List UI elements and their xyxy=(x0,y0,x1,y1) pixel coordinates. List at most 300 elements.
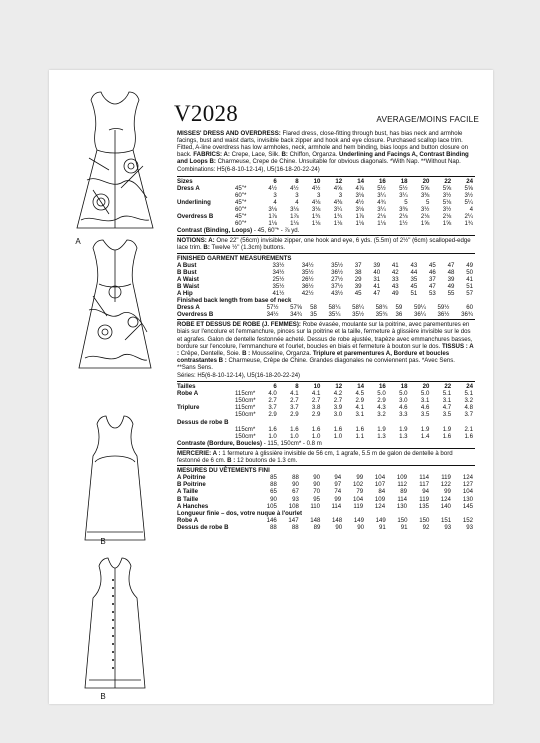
fabric-width: 60"* xyxy=(235,220,247,228)
value-cell: 88 xyxy=(291,523,299,531)
value-cell: 1.0 xyxy=(290,432,299,440)
value-cell: 1.9 xyxy=(399,425,408,433)
size-cell: 24 xyxy=(466,383,473,391)
value-cell: 90 xyxy=(313,481,321,489)
value-cell: 34½ xyxy=(266,311,279,319)
value-cell: 122 xyxy=(440,481,451,489)
fabrics-label: FABRICS: A: xyxy=(193,151,230,159)
size-cell: 8 xyxy=(295,177,299,185)
row-label: Robe A xyxy=(177,390,199,398)
value-cell: 109 xyxy=(396,474,408,482)
value-cell: 1.6 xyxy=(355,425,364,433)
value-cell: 5½ xyxy=(377,184,386,192)
size-cell: 20 xyxy=(422,383,430,391)
value-cell: 2.1 xyxy=(464,425,473,433)
value-cell: 35½ xyxy=(272,282,285,290)
value-cell: 104 xyxy=(374,474,386,482)
table-row xyxy=(177,496,475,503)
value-cell: 108 xyxy=(288,502,299,510)
value-cell: 27½ xyxy=(331,275,343,283)
value-cell: 149 xyxy=(353,516,364,524)
value-cell: 1.6 xyxy=(268,425,277,433)
mesures-title: MESURES DU VÊTEMENTS FINI xyxy=(177,467,270,475)
contraste-label: Contraste (Bordure, Boucles) xyxy=(177,439,262,447)
value-cell: 67 xyxy=(292,488,299,496)
value-cell: 130 xyxy=(462,495,473,503)
size-cell: 22 xyxy=(444,383,452,391)
contrast-label: Contrast (Binding, Loops) xyxy=(177,227,253,235)
value-cell: 3 xyxy=(338,191,343,199)
value-cell: 2.9 xyxy=(290,411,299,419)
underlining-text: Charmeuse, Crepe de Chine. Unsuitable for obvious diagonals. *With Nap. **Without Nap. xyxy=(217,158,461,166)
value-cell: 4⅝ xyxy=(333,184,343,192)
row-label xyxy=(177,192,235,199)
value-cell: 4.6 xyxy=(420,404,430,412)
value-cell: 3 xyxy=(317,191,321,199)
table-row xyxy=(177,524,475,531)
value-cell: 1⅞ xyxy=(268,213,277,221)
value-cell: 88 xyxy=(292,474,299,482)
value-cell: 1.9 xyxy=(377,425,386,433)
value-cell: 47 xyxy=(447,261,455,269)
value-cell: 5¼ xyxy=(464,198,473,206)
table-row xyxy=(177,474,475,481)
size-cell: 14 xyxy=(357,177,364,185)
table-row xyxy=(177,220,475,227)
value-cell: 3⅜ xyxy=(399,205,408,213)
value-cell: 49 xyxy=(466,261,473,269)
row-label: Dress A xyxy=(177,304,200,312)
value-cell: 3.0 xyxy=(333,411,343,419)
value-cell: 3½ xyxy=(442,191,452,199)
value-cell: 79 xyxy=(356,488,364,496)
value-cell: 3½ xyxy=(442,205,452,213)
value-cell: 59½ xyxy=(437,304,450,312)
size-cell: 10 xyxy=(313,177,321,185)
value-cell: 107 xyxy=(374,481,386,489)
triplure-label: Triplure et parementures A, Bordure et boucles contrastantes B : xyxy=(177,349,450,364)
value-cell: 1.9 xyxy=(442,425,452,433)
value-cell: 36¼ xyxy=(413,311,426,319)
value-cell: 2⅛ xyxy=(420,213,430,221)
metrage-table xyxy=(177,383,475,418)
value-cell: 92 xyxy=(422,523,430,531)
value-cell: 1.6 xyxy=(442,432,452,440)
sizes-label: Sizes xyxy=(177,177,193,185)
measurements-table xyxy=(177,262,475,297)
value-cell: 89 xyxy=(400,488,408,496)
value-cell: 88 xyxy=(270,523,277,531)
value-cell: 58 xyxy=(310,304,317,312)
value-cell: 3.7 xyxy=(464,411,473,419)
table-row xyxy=(177,276,475,283)
value-cell: 45 xyxy=(429,261,436,269)
value-cell: 1⅝ xyxy=(442,220,452,228)
size-cell: 22 xyxy=(444,177,452,185)
value-cell: 130 xyxy=(396,502,408,510)
value-cell: 99 xyxy=(356,474,364,482)
value-cell: 58¼ xyxy=(352,304,364,312)
value-cell: 2.9 xyxy=(311,411,321,419)
value-cell: 84 xyxy=(378,488,386,496)
fabric-width: 60"* xyxy=(235,205,247,213)
divider xyxy=(177,381,475,382)
row-label xyxy=(177,426,235,433)
value-cell: 42 xyxy=(391,268,399,276)
value-cell: 41½ xyxy=(272,289,285,297)
value-cell: 53 xyxy=(429,289,436,297)
value-cell: 4.2 xyxy=(333,390,343,398)
row-label: Dress A xyxy=(177,184,200,192)
overdress-b-front-drawing xyxy=(85,416,145,540)
longueur-table xyxy=(177,517,475,531)
value-cell: 4.1 xyxy=(355,404,364,412)
longueur-title: Longueur finie – dos, votre nuque à l'ourlet xyxy=(177,509,303,517)
mesures-table xyxy=(177,474,475,509)
table-row xyxy=(177,433,475,440)
row-label: A Taille xyxy=(177,488,198,496)
value-cell: 3¼ xyxy=(333,205,343,213)
value-cell: 2⅛ xyxy=(399,213,408,221)
value-cell: 43 xyxy=(410,261,418,269)
value-cell: 3.5 xyxy=(420,411,430,419)
table-row xyxy=(177,311,475,318)
fabric-width: 115cm* xyxy=(235,390,256,398)
value-cell: 4 xyxy=(469,205,473,213)
value-cell: 110 xyxy=(310,502,321,510)
row-label: Underlining xyxy=(177,198,211,206)
table-row xyxy=(177,185,475,192)
value-cell: 41 xyxy=(373,282,381,290)
dessus-table xyxy=(177,426,475,440)
length-title: Finished back length from base of neck xyxy=(177,297,292,305)
table-row xyxy=(177,411,475,418)
value-cell: 90 xyxy=(335,523,343,531)
french-title: ROBE ET DESSUS DE ROBE (J. FEMMES): xyxy=(177,321,301,329)
value-cell: 90 xyxy=(270,495,277,503)
value-cell: 112 xyxy=(397,481,408,489)
value-cell: 39 xyxy=(447,275,455,283)
underlining-label: Underlining and Facings A, Contrast Binding and Loops B: xyxy=(177,151,469,166)
value-cell: 4¾ xyxy=(377,198,386,206)
value-cell: 45 xyxy=(410,282,418,290)
notions-label: NOTIONS: A: xyxy=(177,237,215,245)
value-cell: 1.9 xyxy=(420,425,430,433)
table-row xyxy=(177,390,475,397)
value-cell: 74 xyxy=(334,488,342,496)
value-cell: 1¾ xyxy=(464,220,473,228)
triplure-text: Charmeuse, Crêpe de Chine. Grandes diagonales ne conviennent pas. *Avec Sens. **Sans Sens. xyxy=(177,356,455,371)
value-cell: 3⅜ xyxy=(420,191,430,199)
value-cell: 47 xyxy=(429,282,436,290)
row-label xyxy=(177,206,235,213)
combinations: Combinations: H5(6-8-10-12-14), U5(16-18-20-22-24) xyxy=(177,167,320,174)
size-cell: 10 xyxy=(313,383,321,391)
table-row xyxy=(177,192,475,199)
notions-b-text: Twelve ½" (1.3cm) buttons. xyxy=(211,244,286,252)
value-cell: 57⅝ xyxy=(290,304,303,312)
notions-text: One 22" (56cm) invisible zipper, one hook and eye, 6 yds. (5.5m) of 2½" (6cm) scalloped-edge lace trim. xyxy=(177,237,471,252)
value-cell: 2.7 xyxy=(268,397,277,405)
value-cell: 124 xyxy=(374,502,386,510)
value-cell: 48 xyxy=(447,268,455,276)
value-cell: 1⅛ xyxy=(377,220,386,228)
row-label: A Hanches xyxy=(177,502,209,510)
value-cell: 57½ xyxy=(266,304,279,312)
contrast-line xyxy=(177,227,475,234)
value-cell: 5.0 xyxy=(420,390,430,398)
value-cell: 37 xyxy=(429,275,436,283)
row-label xyxy=(177,397,235,404)
value-cell: 119 xyxy=(419,495,429,503)
value-cell: 2.7 xyxy=(290,397,299,405)
pattern-envelope-back xyxy=(49,70,493,704)
mercerie-text: 1 fermeture à glissière invisible de 56 cm, 1 agrafe, 5.5 m de galon de dentelle à bord festonné de 6 cm. xyxy=(177,449,453,465)
row-label: B Taille xyxy=(177,495,199,503)
value-cell: 3.1 xyxy=(355,411,364,419)
value-cell: 4 xyxy=(295,198,299,206)
value-cell: 3.1 xyxy=(442,397,452,405)
table-row xyxy=(177,503,475,510)
fabric-width: 150cm* xyxy=(235,432,256,440)
value-cell: 4.0 xyxy=(268,390,277,398)
value-cell: 26½ xyxy=(301,275,314,283)
row-label: Robe A xyxy=(177,516,199,524)
flat-drawings xyxy=(49,70,179,704)
size-cell: 16 xyxy=(379,177,386,185)
value-cell: 65 xyxy=(270,488,277,496)
size-cell: 20 xyxy=(422,177,430,185)
size-cell: 24 xyxy=(466,177,473,185)
value-cell: 89 xyxy=(313,523,321,531)
value-cell: 49 xyxy=(391,289,399,297)
value-cell: 4 xyxy=(273,198,277,206)
length-table xyxy=(177,304,475,318)
row-label: B Waist xyxy=(177,282,200,290)
value-cell: 145 xyxy=(462,502,473,510)
yardage-table xyxy=(177,178,475,228)
value-cell: 1.3 xyxy=(399,432,408,440)
value-cell: 4⅞ xyxy=(355,184,364,192)
value-cell: 46 xyxy=(429,268,436,276)
fabrics-b-label: B: xyxy=(281,151,288,159)
value-cell: 29 xyxy=(354,275,362,283)
size-cell: 18 xyxy=(400,177,408,185)
value-cell: 5.1 xyxy=(464,390,473,398)
value-cell: 36 xyxy=(395,311,403,319)
fabrics-b-text: Chiffon, Organza. xyxy=(289,151,338,159)
tissus-text: Crêpe, Dentelle, Soie. xyxy=(180,349,241,357)
value-cell: 25½ xyxy=(272,275,285,283)
value-cell: 147 xyxy=(288,516,299,524)
english-description xyxy=(177,130,475,165)
value-cell: 93 xyxy=(466,523,473,531)
row-label: Dessus de robe B xyxy=(177,523,229,531)
value-cell: 94 xyxy=(334,474,342,482)
value-cell: 3 xyxy=(295,191,299,199)
value-cell: 95 xyxy=(313,495,321,503)
notions xyxy=(177,237,475,251)
value-cell: 3⅛ xyxy=(355,191,364,199)
divider xyxy=(177,176,475,177)
table-row xyxy=(177,397,475,404)
value-cell: 34¾ xyxy=(290,311,303,319)
table-row xyxy=(177,426,475,433)
value-cell: 5.0 xyxy=(377,390,386,398)
row-label xyxy=(177,433,235,440)
size-cell: 14 xyxy=(357,383,364,391)
value-cell: 3¼ xyxy=(399,191,408,199)
value-cell: 3⅛ xyxy=(355,205,364,213)
value-cell: 59¼ xyxy=(413,304,426,312)
row-label: B Poitrine xyxy=(177,481,206,489)
value-cell: 99 xyxy=(444,488,451,496)
size-cell: 12 xyxy=(335,177,343,185)
dessus-label: Dessus de robe B xyxy=(177,418,229,426)
value-cell: 34½ xyxy=(272,268,285,276)
value-cell: 5⅝ xyxy=(442,184,452,192)
value-cell: 4.8 xyxy=(464,404,473,412)
row-label xyxy=(177,411,235,418)
pattern-number: V2028 xyxy=(174,101,239,126)
size-cell: 16 xyxy=(379,383,386,391)
table-row xyxy=(177,213,475,220)
value-cell: 50 xyxy=(466,268,473,276)
value-cell: 3⅛ xyxy=(311,205,321,213)
value-cell: 38 xyxy=(354,268,362,276)
table-row xyxy=(177,481,475,488)
divider xyxy=(177,465,475,466)
value-cell: 57 xyxy=(466,289,473,297)
table-row xyxy=(177,283,475,290)
fabric-width: 45"* xyxy=(235,198,247,206)
value-cell: 36½ xyxy=(331,268,343,276)
value-cell: 35½ xyxy=(331,261,343,269)
value-cell: 4⅛ xyxy=(311,198,321,206)
value-cell: 4.1 xyxy=(311,390,321,398)
value-cell: 1¾ xyxy=(311,213,321,221)
value-cell: 45 xyxy=(354,289,362,297)
value-cell: 148 xyxy=(332,516,343,524)
value-cell: 3.1 xyxy=(420,397,430,405)
value-cell: 90 xyxy=(292,481,299,489)
divider xyxy=(177,235,475,236)
value-cell: 114 xyxy=(397,495,408,503)
value-cell: 1⅛ xyxy=(268,220,277,228)
value-cell: 36½ xyxy=(437,311,450,319)
value-cell: 70 xyxy=(313,488,321,496)
value-cell: 43 xyxy=(391,282,399,290)
value-cell: 1.0 xyxy=(268,432,277,440)
value-cell: 42½ xyxy=(301,289,314,297)
value-cell: 1.4 xyxy=(420,432,430,440)
value-cell: 51 xyxy=(410,289,418,297)
value-cell: 1⅛ xyxy=(333,220,343,228)
value-cell: 93 xyxy=(292,495,299,503)
value-cell: 3.7 xyxy=(290,404,299,412)
value-cell: 127 xyxy=(462,481,473,489)
value-cell: 31 xyxy=(373,275,381,283)
value-cell: 5 xyxy=(425,198,430,206)
value-cell: 114 xyxy=(331,502,342,510)
value-cell: 1.3 xyxy=(377,432,386,440)
value-cell: 35¼ xyxy=(328,311,341,319)
value-cell: 1.0 xyxy=(311,432,321,440)
divider xyxy=(177,253,475,254)
value-cell: 2¼ xyxy=(464,213,473,221)
row-label: A Poitrine xyxy=(177,474,206,482)
fabric-width: 115cm* xyxy=(235,425,256,433)
value-cell: 3⅛ xyxy=(290,205,299,213)
value-cell: 3¼ xyxy=(377,191,386,199)
value-cell: 5⅝ xyxy=(464,184,473,192)
fabrics-text: Crepe, Lace, Silk. xyxy=(231,151,280,159)
value-cell: 60 xyxy=(466,304,473,312)
row-label: A Bust xyxy=(177,261,197,269)
table-row xyxy=(177,199,475,206)
value-cell: 3⅛ xyxy=(268,205,277,213)
value-cell: 124 xyxy=(440,495,451,503)
tailles-label: Tailles xyxy=(177,383,196,391)
value-cell: 55 xyxy=(447,289,455,297)
value-cell: 90 xyxy=(313,474,321,482)
difficulty-level: AVERAGE/MOINS FACILE xyxy=(376,115,479,124)
value-cell: 41 xyxy=(466,275,473,283)
value-cell: 37½ xyxy=(331,282,343,290)
dress-a-back-drawing xyxy=(79,240,151,368)
value-cell: 59 xyxy=(395,304,403,312)
value-cell: 3.3 xyxy=(399,411,408,419)
value-cell: 149 xyxy=(375,516,386,524)
value-cell: 2⅛ xyxy=(377,213,386,221)
fabric-width: 150cm* xyxy=(235,411,256,419)
value-cell: 90 xyxy=(357,523,364,531)
fabric-width: 115cm* xyxy=(235,404,256,412)
value-cell: 1⅛ xyxy=(290,220,299,228)
value-cell: 34½ xyxy=(301,261,314,269)
figure-label-a: A xyxy=(75,237,81,246)
value-cell: 150 xyxy=(397,516,408,524)
value-cell: 58¾ xyxy=(375,304,388,312)
table-row xyxy=(177,206,475,213)
divider xyxy=(177,319,475,320)
value-cell: 5 xyxy=(404,198,408,206)
row-label xyxy=(177,220,235,227)
english-title: MISSES' DRESS AND OVERDRESS: xyxy=(177,130,281,137)
value-cell: 43½ xyxy=(331,289,343,297)
size-cell: 18 xyxy=(400,383,408,391)
size-cell: 8 xyxy=(295,383,299,391)
value-cell: 1.6 xyxy=(311,425,321,433)
value-cell: 104 xyxy=(462,488,473,496)
tissus-b-label: B : xyxy=(242,349,251,357)
value-cell: 33½ xyxy=(272,261,285,269)
divider xyxy=(177,448,475,449)
value-cell: 49 xyxy=(447,282,455,290)
value-cell: 1.1 xyxy=(355,432,364,440)
value-cell: 3.8 xyxy=(311,404,321,412)
value-cell: 40 xyxy=(373,268,381,276)
value-cell: 4.7 xyxy=(442,404,452,412)
row-label: Triplure xyxy=(177,404,200,412)
value-cell: 35½ xyxy=(352,311,364,319)
value-cell: 4½ xyxy=(355,198,364,206)
value-cell: 102 xyxy=(352,481,364,489)
tissus-label: TISSUS : A : xyxy=(177,342,474,357)
value-cell: 5⅝ xyxy=(420,184,430,192)
value-cell: 151 xyxy=(441,516,452,524)
value-cell: 51 xyxy=(466,282,473,290)
